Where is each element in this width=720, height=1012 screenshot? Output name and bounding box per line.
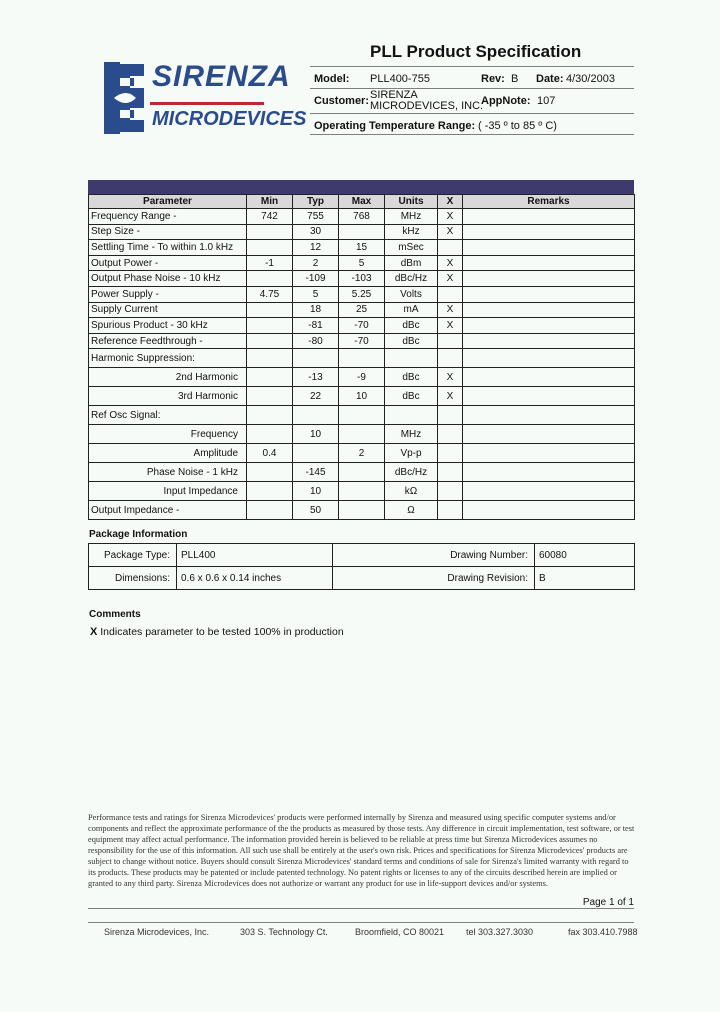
max-cell: 768 [339,209,385,225]
date-value: 4/30/2003 [566,73,615,85]
logo-subtitle: MICRODEVICES [152,108,307,130]
typ-cell: 5 [293,286,339,302]
parameter-table [88,194,635,520]
x-cell [438,240,463,256]
remarks-cell [463,333,635,349]
max-cell [339,425,385,444]
typ-cell [293,406,339,425]
x-cell: X [438,318,463,334]
max-cell: 10 [339,387,385,406]
param-name-cell: Output Phase Noise - 10 kHz [89,271,247,287]
comment-text: Indicates parameter to be tested 100% in production [100,626,344,638]
footer-tel: tel 303.327.3030 [466,927,534,937]
customer-value-line2: MICRODEVICES, INC. [370,100,484,112]
x-cell [438,482,463,501]
table-row [89,302,635,318]
typ-cell: -81 [293,318,339,334]
logo-wordmark: SIRENZA [152,60,291,93]
max-cell: -103 [339,271,385,287]
table-row [89,368,635,387]
min-cell [247,271,293,287]
max-cell [339,463,385,482]
param-name-cell: 3rd Harmonic [89,387,247,406]
units-cell: Vp-p [385,444,438,463]
drawing-number-value: 60080 [535,544,635,567]
x-cell: X [438,387,463,406]
param-name-cell: Frequency [89,425,247,444]
x-cell [438,444,463,463]
col-header-units: Units [385,195,438,209]
param-name-cell: Ref Osc Signal: [89,406,247,425]
param-name-cell: Phase Noise - 1 kHz [89,463,247,482]
typ-cell: 2 [293,255,339,271]
max-cell: 2 [339,444,385,463]
remarks-cell [463,349,635,368]
remarks-cell [463,368,635,387]
model-value: PLL400-755 [370,73,430,85]
units-cell [385,406,438,425]
col-header-remarks: Remarks [463,195,635,209]
table-row [89,255,635,271]
rev-value: B [511,73,519,85]
typ-cell: -13 [293,368,339,387]
x-cell [438,349,463,368]
customer-value-line1: SIRENZA [370,89,418,101]
package-row [89,567,635,590]
dimensions-label: Dimensions: [89,567,177,590]
min-cell [247,333,293,349]
optemp-value: ( -35 º to 85 º C) [478,120,557,132]
min-cell [247,406,293,425]
col-header-parameter: Parameter [89,195,247,209]
drawing-revision-value: B [535,567,635,590]
typ-cell [293,349,339,368]
param-name-cell: Power Supply - [89,286,247,302]
x-cell: X [438,255,463,271]
date-label: Date: [536,73,564,85]
param-name-cell: Supply Current [89,302,247,318]
remarks-cell [463,286,635,302]
min-cell [247,463,293,482]
remarks-cell [463,463,635,482]
units-cell: dBc [385,368,438,387]
header-rule-mid2 [310,113,634,114]
table-row [89,286,635,302]
remarks-cell [463,209,635,225]
remarks-cell [463,406,635,425]
max-cell: 25 [339,302,385,318]
remarks-cell [463,302,635,318]
typ-cell: 12 [293,240,339,256]
table-row [89,406,635,425]
param-name-cell: 2nd Harmonic [89,368,247,387]
footer-company: Sirenza Microdevices, Inc. [104,927,210,937]
typ-cell: -145 [293,463,339,482]
min-cell: 0.4 [247,444,293,463]
table-row [89,444,635,463]
min-cell [247,368,293,387]
table-title-bar [88,180,634,194]
remarks-cell [463,224,635,240]
units-cell: Ω [385,501,438,520]
typ-cell: 22 [293,387,339,406]
table-row [89,333,635,349]
units-cell: MHz [385,425,438,444]
col-header-typ: Typ [293,195,339,209]
rev-label: Rev: [481,73,505,85]
x-cell [438,286,463,302]
typ-cell: 10 [293,425,339,444]
max-cell: 15 [339,240,385,256]
customer-label: Customer: [314,95,370,107]
typ-cell: 10 [293,482,339,501]
min-cell [247,318,293,334]
footer-fax: fax 303.410.7988 [568,927,638,937]
x-cell [438,501,463,520]
units-cell: kHz [385,224,438,240]
x-cell [438,463,463,482]
remarks-cell [463,425,635,444]
table-row [89,387,635,406]
drawing-number-label: Drawing Number: [333,544,535,567]
units-cell: dBc [385,318,438,334]
footer-city: Broomfield, CO 80021 [355,927,445,937]
appnote-label: AppNote: [481,95,531,107]
typ-cell: 50 [293,501,339,520]
remarks-cell [463,444,635,463]
typ-cell [293,444,339,463]
param-name-cell: Output Impedance - [89,501,247,520]
remarks-cell [463,387,635,406]
package-type-value: PLL400 [177,544,333,567]
min-cell [247,387,293,406]
max-cell [339,482,385,501]
col-header-min: Min [247,195,293,209]
x-cell: X [438,224,463,240]
table-row [89,482,635,501]
table-row [89,240,635,256]
remarks-cell [463,318,635,334]
min-cell [247,501,293,520]
page-title: PLL Product Specification [370,42,582,61]
units-cell: mSec [385,240,438,256]
col-header-x: X [438,195,463,209]
page-number: Page 1 of 1 [582,897,634,908]
x-cell: X [438,302,463,318]
table-row [89,209,635,225]
param-name-cell: Settling Time - To within 1.0 kHz [89,240,247,256]
max-cell: -9 [339,368,385,387]
param-name-cell: Step Size - [89,224,247,240]
max-cell: 5.25 [339,286,385,302]
x-cell [438,333,463,349]
units-cell [385,349,438,368]
min-cell [247,425,293,444]
param-name-cell: Output Power - [89,255,247,271]
units-cell: dBc/Hz [385,463,438,482]
units-cell: dBc [385,387,438,406]
package-section-title: Package Information [89,529,188,540]
units-cell: dBc/Hz [385,271,438,287]
min-cell: 4.75 [247,286,293,302]
table-row [89,271,635,287]
comment-x-marker: X [90,626,98,638]
appnote-value: 107 [537,95,556,107]
min-cell [247,302,293,318]
units-cell: kΩ [385,482,438,501]
table-header-row [89,195,635,209]
package-table [88,543,635,590]
param-name-cell: Spurious Product - 30 kHz [89,318,247,334]
remarks-cell [463,482,635,501]
package-row [89,544,635,567]
x-cell: X [438,368,463,387]
company-logo [100,58,307,138]
remarks-cell [463,271,635,287]
x-cell [438,425,463,444]
x-cell [438,406,463,425]
typ-cell: 30 [293,224,339,240]
max-cell [339,349,385,368]
param-name-cell: Frequency Range - [89,209,247,225]
max-cell: 5 [339,255,385,271]
optemp-label: Operating Temperature Range: [314,120,476,132]
footer-rule-bottom [88,922,634,923]
footer-address: 303 S. Technology Ct. [240,927,328,937]
units-cell: dBc [385,333,438,349]
x-cell: X [438,209,463,225]
x-cell: X [438,271,463,287]
comments-title: Comments [89,609,141,620]
remarks-cell [463,255,635,271]
min-cell [247,224,293,240]
table-row [89,501,635,520]
typ-cell: -80 [293,333,339,349]
param-name-cell: Reference Feedthrough - [89,333,247,349]
units-cell: dBm [385,255,438,271]
max-cell [339,501,385,520]
units-cell: Volts [385,286,438,302]
param-name-cell: Amplitude [89,444,247,463]
units-cell: MHz [385,209,438,225]
typ-cell: 755 [293,209,339,225]
param-name-cell: Input Impedance [89,482,247,501]
remarks-cell [463,240,635,256]
max-cell: -70 [339,333,385,349]
max-cell [339,406,385,425]
col-header-max: Max [339,195,385,209]
footer-rule-top [88,908,634,909]
header-rule-bottom [310,134,634,135]
table-row [89,349,635,368]
header-rule-mid [310,88,634,89]
min-cell [247,482,293,501]
package-type-label: Package Type: [89,544,177,567]
units-cell: mA [385,302,438,318]
table-row [89,425,635,444]
param-name-cell: Harmonic Suppression: [89,349,247,368]
table-row [89,463,635,482]
table-row [89,318,635,334]
comment-line [90,626,344,638]
max-cell: -70 [339,318,385,334]
header-rule-top [310,66,634,67]
disclaimer-text: Performance tests and ratings for Sirenza Microdevices' products were performed internally by Sirenza and measured using specific computer systems and/or components and reflect the approximate performance of the the products as measured by those tests. Any difference in circuit implementation, test software, or test equipment may affect actual performance. The information provided herein is believed to be reliable at press time but Sirenza Microdevices assumes no responsibility for the use of this information. All such use shall be entirely at the user's own risk. Prices and specifications for Sirenza Microdevices' products are subject to change without notice. Buyers should consult Sirenza Microdevices' standard terms and conditions of sale for Sirenza's limited warranty with regard to its products. These products may be patented or include patented technology. No patent rights or licenses to any of the circuits described herein are implied or granted to any third party. Sirenza Microdevices does not authorize or warrant any product for use in life-support devices and/or systems. [88,813,635,888]
model-label: Model: [314,73,350,85]
min-cell [247,240,293,256]
min-cell [247,349,293,368]
min-cell: 742 [247,209,293,225]
typ-cell: 18 [293,302,339,318]
drawing-revision-label: Drawing Revision: [333,567,535,590]
table-row [89,224,635,240]
typ-cell: -109 [293,271,339,287]
min-cell: -1 [247,255,293,271]
dimensions-value: 0.6 x 0.6 x 0.14 inches [177,567,333,590]
max-cell [339,224,385,240]
remarks-cell [463,501,635,520]
